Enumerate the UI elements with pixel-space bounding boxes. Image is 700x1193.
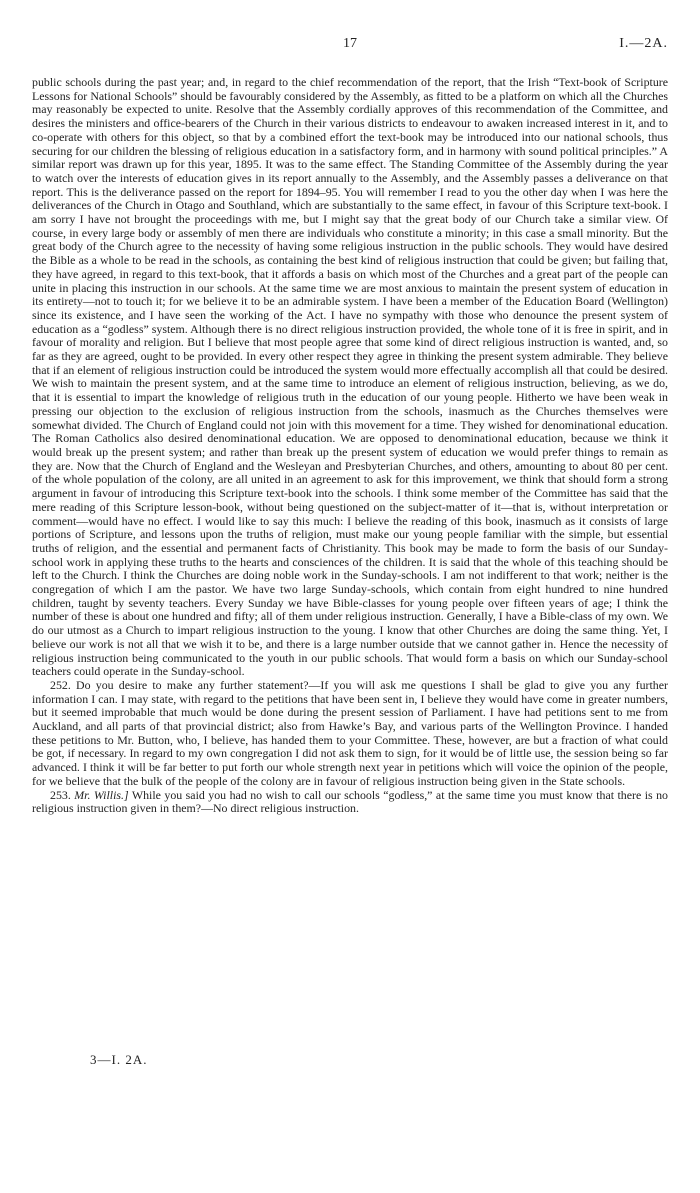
signature-mark: 3—I. 2A. [90,1052,148,1067]
question-number: 252. [50,677,71,692]
body-text [32,76,668,816]
paragraph-text: Do you desire to make any further statement?—If you will ask me questions I shall be glad to give you any further information I can. I may state, with regard to the petitions that have been sent in, I believe they would have come in greater numbers, but it seemed improbable that much would be done during the present session of Parliament. I have had petitions sent to me from Auckland, and all parts of that provincial district; also from Hawke’s Bay, and various parts of the Wellington Province. I handed these petitions to Mr. Button, who, I believe, has handed them to your Committee. These, however, are but a fraction of what could be got, if necessary. In regard to my own congregation I did not ask them to sign, for it would be of little use, the session being so far advanced. I think it will be far better to put forth our whole strength next year in petitions which will voice the opinion of the people, for we believe that the bulk of the people of the colony are in favour of religious instruction being given in the State schools. [32,677,668,788]
document-reference: I.—2A. [619,36,668,51]
question-paragraph [32,679,668,789]
paragraph-text: While you said you had no wish to call our schools “godless,” at the same time you must know that there is no religious instruction given in them?—No direct religious instruction. [32,787,668,816]
page-header [32,36,668,56]
speaker-name: Mr. Willis.] [74,787,129,802]
paragraph [32,76,668,679]
paragraph-text: public schools during the past year; and, in regard to the chief recommendation of the report, that the Irish “Text-book of Scripture Lessons for National Schools” should be favourably considered by the Assembly, as fitted to be a platform on which all the Churches may reasonably be expected to unite. Resolve that the Assembly cordially approves of this recommendation of the Committee, and desires the ministers and office-bearers of the Church in their various districts to endeavour to awaken increased interest in it, and to co-operate with others for this object, so that by a combined effort the text-book may be introduced into our national schools, thus securing for our children the blessing of religious education in a satisfactory form, and in harmony with sound political principles.” A similar report was drawn up for this year, 1895. It was to the same effect. The Standing Committee of the Assembly during the year to watch over the interests of education gives in its report annually to the Assembly, and the Assembly passes a deliverance on that report. This is the deliverance passed on the report for 1894–95. You will remember I read to you the other day when I was here the deliverances of the Church in Otago and Southland, which are substantially to the same effect, in favour of this Scripture text-book. I am sorry I have not brought the proceedings with me, but I might say that the great body of our Church take a similar view. Of course, in every large body or assembly of men there are individuals who constitute a minority; in this case a small minority. But the great body of the Church agree to the necessity of having some religious instruction in the public schools. They would have desired the Bible as a whole to be read in the schools, as containing the best kind of religious instruction that could be given; but failing that, they have agreed, in regard to this text-book, that it affords a basis on which most of the Churches and a great part of the people can unite in placing this instruction in our schools. At the same time we are most anxious to maintain the present system of education in its entirety—not to touch it; for we believe it to be an admirable system. I have been a member of the Education Board (Wellington) since its existence, and I have seen the working of the Act. I have no sympathy with those who denounce the present system of education as a “godless” system. Although there is no direct religious instruction provided, the whole tone of it is free in spirit, and in favour of morality and religion. But I believe that most people agree that some kind of direct religious instruction is wanted, and, so far as they are agreed, ought to be provided. In every other respect they agree in thinking the present system admirable. They believe that if an element of religious instruction could be introduced the system would more effectually accomplish all that could be desired. We wish to maintain the present system, and at the same time to introduce an element of religious instruction, believing, as we do, that it is essential to impart the knowledge of religious truth in the education of our young people. Hitherto we have been weak in pressing our objection to the exclusion of religious instruction from the schools, inasmuch as the Churches themselves were somewhat divided. The Church of England could not join with this movement for a time. They wished for denominational education. The Roman Catholics also desired denominational education. We are opposed to denominational education, because we think it would break up the present system; and rather than break up the present system of education we would prefer things to remain as they are. Now that the Church of England and the Wesleyan and Presbyterian Churches, and others, amounting to about 80 per cent. of the whole population of the colony, are all united in an agreement to ask for this improvement, we think that should form a strong argument in favour of introducing this Scripture text-book into the schools. I think some member of the Committee has said that the mere reading of this Scripture lesson-book, without being questioned on the subject-matter of it—that is, without interpretation or comment—would have no effect. I would like to say this much: I believe the reading of this book, inasmuch as it consists of large portions of Scripture, and lessons upon the truths of religion, must make our young people familiar with the simple, but essential truths of religion, and the essential and permanent facts of Christianity. This book may be made to form the basis of our Sunday-school work in applying these truths to the hearts and consciences of the children. It is said that the whole of this teaching should be left to the Church. I think the Churches are doing noble work in the Sunday-schools. I am not indifferent to that work; neither is the congregation of which I am the pastor. We have two large Sunday-schools, which contain from eight hundred to nine hundred children, taught by seventy teachers. Every Sunday we have Bible-classes for young people over fifteen years of age; I think the number of these is about one hundred and fifty; all of them under religious instruction. Generally, I have a Bible-class of my own. We do our utmost as a Church to impart religious instruction to the young. I know that other Churches are doing the same thing. Yet, I believe our work is not all that we wish it to be, and there is a large number outside that we cannot gather in. Hence the necessity of religious instruction being communicated to the youth in our public schools. That would form a basis on which our Sunday-school teachers could operate in the Sunday-school. [32,75,669,679]
page-number: 17 [343,36,357,51]
question-number: 253. [50,787,71,802]
question-paragraph [32,789,668,816]
